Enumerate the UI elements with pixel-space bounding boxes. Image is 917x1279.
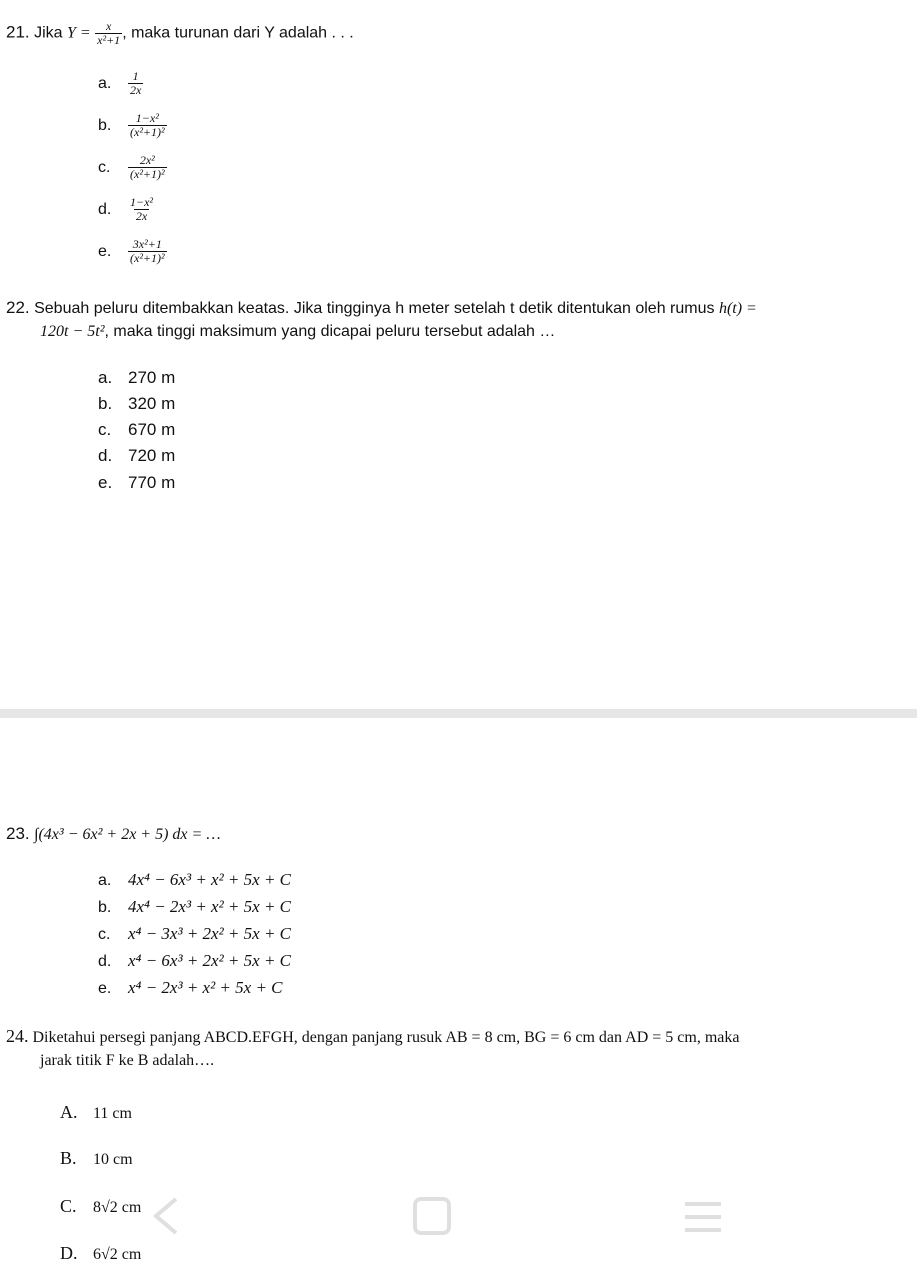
q22-option-b[interactable]	[98, 394, 175, 414]
q23-option-d[interactable]	[98, 951, 291, 971]
option-text: 270 m	[128, 368, 176, 387]
option-label: d.	[98, 200, 112, 218]
option-text: 10 cm	[93, 1151, 133, 1168]
q21-frac-den: x²+1	[97, 33, 121, 47]
q21-option-c[interactable]	[98, 154, 167, 181]
option-den: (x²+1)²	[130, 125, 165, 139]
option-label: b.	[98, 116, 112, 134]
q24-number: 24.	[6, 1026, 29, 1046]
q21-stem	[6, 20, 354, 47]
option-text: x⁴ − 2x³ + x² + 5x + C	[128, 978, 283, 997]
option-den: (x²+1)²	[130, 167, 165, 181]
option-text: 670 m	[128, 420, 176, 439]
q21-prefix: Jika	[34, 24, 63, 42]
option-den: 2x	[135, 209, 148, 223]
page-divider	[0, 709, 917, 718]
option-num: 1	[132, 69, 139, 83]
q23-question: ∫(4x³ − 6x² + 2x + 5) dx = …	[34, 826, 221, 843]
option-text: 4x⁴ − 6x³ + x² + 5x + C	[128, 870, 292, 889]
q21-option-d[interactable]	[98, 196, 155, 223]
home-nav-icon[interactable]	[412, 1196, 452, 1236]
q22-stem-line1	[6, 298, 757, 318]
option-label: C.	[60, 1196, 77, 1216]
recents-nav-icon[interactable]	[683, 1200, 723, 1234]
q23-option-b[interactable]	[98, 897, 291, 917]
q21-suffix: , maka turunan dari Y adalah . . .	[122, 24, 354, 42]
option-num: 1−x²	[130, 195, 154, 209]
option-label: c.	[98, 926, 111, 943]
q23-number: 23.	[6, 824, 30, 843]
option-label: b.	[98, 899, 112, 916]
option-den: (x²+1)²	[130, 251, 165, 265]
option-label: B.	[60, 1148, 77, 1168]
option-label: D.	[60, 1243, 78, 1263]
q23-option-a[interactable]	[98, 870, 291, 890]
option-label: e.	[98, 242, 112, 260]
q24-option-c[interactable]	[60, 1196, 141, 1217]
q21-option-e[interactable]	[98, 238, 167, 265]
q21-fraction	[95, 20, 122, 47]
q23-stem	[6, 824, 221, 844]
q24-line2: jarak titik F ke B adalah….	[40, 1052, 215, 1069]
q22-option-d[interactable]	[98, 446, 175, 466]
q21-option-a[interactable]	[98, 70, 143, 97]
option-text: 320 m	[128, 394, 176, 413]
option-text: 8√2 cm	[93, 1199, 142, 1216]
q22-line1-math: h(t) =	[718, 300, 757, 317]
option-text: 6√2 cm	[93, 1246, 142, 1263]
option-text: 770 m	[128, 473, 176, 492]
option-label: e.	[98, 980, 112, 997]
option-label: a.	[98, 872, 112, 889]
q23-option-c[interactable]	[98, 924, 291, 944]
q24-stem-line2	[40, 1052, 214, 1070]
option-text: x⁴ − 6x³ + 2x² + 5x + C	[128, 951, 292, 970]
option-label: d.	[98, 953, 112, 970]
q22-number: 22.	[6, 298, 30, 317]
option-text: 11 cm	[93, 1105, 132, 1122]
q22-line2-text: , maka tinggi maksimum yang dicapai peluru tersebut adalah …	[104, 323, 556, 340]
q21-lhs: Y =	[67, 24, 91, 42]
option-label: e.	[98, 473, 113, 492]
q24-line1: Diketahui persegi panjang ABCD.EFGH, dengan panjang rusuk AB = 8 cm, BG = 6 cm dan AD = 5 cm, maka	[32, 1029, 740, 1046]
q24-stem-line1	[6, 1026, 739, 1047]
q22-line1-text: Sebuah peluru ditembakkan keatas. Jika tingginya h meter setelah t detik ditentukan oleh rumus	[34, 300, 715, 317]
q24-option-b[interactable]	[60, 1148, 133, 1169]
q24-option-d[interactable]	[60, 1243, 141, 1264]
option-den: 2x	[130, 83, 142, 97]
q21-option-b[interactable]	[98, 112, 167, 139]
q21-number: 21.	[6, 22, 30, 42]
q22-option-c[interactable]	[98, 420, 175, 440]
option-num: 3x²+1	[132, 237, 162, 251]
option-text: x⁴ − 3x³ + 2x² + 5x + C	[128, 924, 292, 943]
option-label: c.	[98, 420, 112, 439]
option-label: b.	[98, 394, 113, 413]
option-num: 2x²	[139, 153, 155, 167]
option-label: a.	[98, 368, 113, 387]
q21-frac-num: x	[106, 19, 112, 33]
option-text: 720 m	[128, 446, 176, 465]
q22-option-a[interactable]	[98, 368, 175, 388]
q24-option-a[interactable]	[60, 1102, 132, 1123]
option-label: d.	[98, 446, 113, 465]
q22-option-e[interactable]	[98, 473, 175, 493]
back-nav-icon[interactable]	[150, 1196, 180, 1236]
option-text: 4x⁴ − 2x³ + x² + 5x + C	[128, 897, 292, 916]
q23-option-e[interactable]	[98, 978, 283, 998]
q22-stem-line2	[40, 323, 555, 341]
option-num: 1−x²	[135, 111, 159, 125]
option-label: c.	[98, 158, 111, 176]
option-label: A.	[60, 1102, 78, 1122]
q22-line2-math: 120t − 5t²	[40, 323, 105, 340]
option-label: a.	[98, 74, 112, 92]
